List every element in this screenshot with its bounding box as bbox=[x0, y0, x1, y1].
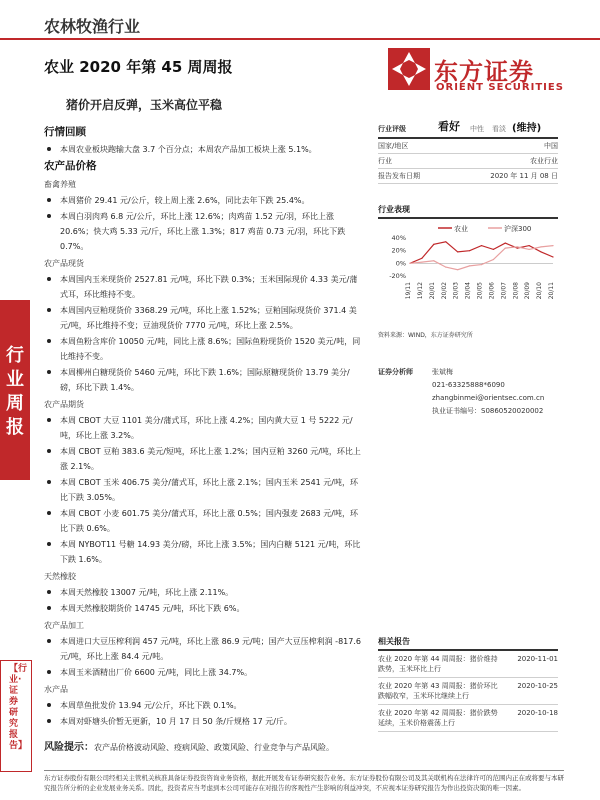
x-tick-label: 20/09 bbox=[524, 282, 532, 300]
related-report-item[interactable] bbox=[378, 651, 558, 678]
related-report-text[interactable]: 农业 2020 年第 44 周周报：猪价维持跌势，玉米环比上行 bbox=[378, 655, 498, 673]
data-point bbox=[529, 249, 530, 250]
x-tick-label: 20/06 bbox=[488, 282, 496, 300]
analyst-email: zhangbinmei@orientsec.com.cn bbox=[432, 394, 545, 402]
x-tick-label: 19/11 bbox=[405, 282, 412, 300]
rating-row bbox=[378, 169, 558, 184]
data-point bbox=[517, 248, 518, 249]
x-tick-label: 20/02 bbox=[440, 282, 448, 300]
rating-row-key: 国家/地区 bbox=[378, 142, 409, 150]
chart-source: 资料来源：WIND，东方证券研究所 bbox=[378, 332, 473, 339]
data-point bbox=[421, 258, 422, 259]
data-point bbox=[445, 241, 446, 242]
x-tick-label: 20/11 bbox=[548, 282, 555, 300]
logo-text-en: ORIENT SECURITIES bbox=[436, 82, 564, 93]
data-point bbox=[457, 251, 458, 252]
bullet-item: 本周 NYBOT11 号糖 14.93 美分/磅，环比上涨 3.5%；国内白糖 5121 元/吨，环比下跌 1.6%。 bbox=[44, 537, 364, 567]
logo-text-cn: 东方证券 bbox=[434, 58, 534, 86]
data-point bbox=[409, 263, 410, 264]
x-tick-label: 20/03 bbox=[452, 282, 460, 300]
sector-label: 农林牧渔行业 bbox=[44, 17, 141, 36]
report-subtitle: 猪价开启反弹，玉米高位平稳 bbox=[66, 98, 223, 112]
related-report-item[interactable] bbox=[378, 705, 558, 732]
data-point bbox=[469, 265, 470, 266]
legend-label: 农业 bbox=[454, 225, 468, 233]
data-point bbox=[505, 242, 506, 243]
bullet-item: 本周白羽肉鸡 6.8 元/公斤，环比上涨 12.6%；肉鸡苗 1.52 元/羽，环比上涨 20.6%；快大鸡 5.33 元/斤，环比上涨 1.3%；817 鸡苗 0.73 元/羽，环比下跌 0.7%。 bbox=[44, 209, 364, 254]
data-point bbox=[481, 264, 482, 265]
rating-rows bbox=[378, 139, 558, 184]
bullet-item: 本周 CBOT 小麦 601.75 美分/蒲式耳，环比上涨 0.5%；国内强麦 2683 元/吨，环比下跌 0.6%。 bbox=[44, 506, 364, 536]
rating-row bbox=[378, 139, 558, 154]
group-title: 水产品 bbox=[44, 685, 68, 694]
x-tick-label: 20/01 bbox=[428, 282, 436, 300]
related-report-text[interactable]: 农业 2020 年第 42 周周报：猪价跌势延续，玉米价格震荡上行 bbox=[378, 709, 498, 727]
company-logo-icon bbox=[388, 48, 430, 90]
group-title: 畜禽养殖 bbox=[44, 180, 76, 189]
data-point bbox=[552, 245, 553, 246]
analyst-phone: 021-63325888*6090 bbox=[432, 381, 505, 389]
risk-text: 农产品价格波动风险、疫病风险、政策风险、行业竞争与产品风险。 bbox=[94, 743, 334, 752]
disclaimer-footer: 东方证券股份有限公司经相关主管机关核准具备证券投资咨询业务资格，据此开展发布证券研究报告业务。东方证券股份有限公司及其关联机构在法律许可的范围内正在或将要与本研究报告所分析的企业发展业务关系。因此，投资者应当考虑到本公司可能存在对报告的客观性产生影响的利益冲突，不应视本证券研究报告为作出投资决策的唯一因素。 bbox=[44, 770, 564, 793]
bullet-item: 本周农业板块跑输大盘 3.7 个百分点；本周农产品加工板块上涨 5.1%。 bbox=[44, 142, 364, 157]
related-report-text[interactable]: 农业 2020 年第 43 周周报：猪价环比跌幅收窄，玉米环比继续上行 bbox=[378, 682, 498, 700]
data-point bbox=[540, 246, 541, 247]
group-title: 天然橡胶 bbox=[44, 572, 76, 581]
header-rule bbox=[0, 38, 600, 40]
rating-row-value: 2020 年 11 月 08 日 bbox=[490, 172, 558, 180]
rating-status: (维持) bbox=[512, 123, 542, 134]
rating-row-key: 报告发布日期 bbox=[378, 172, 420, 180]
related-list bbox=[378, 651, 558, 732]
bullet-item: 本周 CBOT 玉米 406.75 美分/蒲式耳，环比上涨 2.1%；国内玉米 2541 元/吨，环比下跌 3.05%。 bbox=[44, 475, 364, 505]
rating-scale-negative: 看淡 bbox=[492, 125, 506, 133]
bullet-item: 本周天然橡胶期货价 14745 元/吨，环比下跌 6%。 bbox=[44, 601, 364, 616]
rating-label: 行业评级 bbox=[378, 125, 406, 133]
x-tick-label: 20/05 bbox=[476, 282, 484, 300]
rating-row-key: 行业 bbox=[378, 157, 392, 165]
group-title: 农产品加工 bbox=[44, 621, 84, 630]
related-report-date: 2020-11-01 bbox=[517, 655, 558, 663]
data-point bbox=[505, 248, 506, 249]
analyst-cert: 执业证书编号：S0860520020002 bbox=[432, 407, 544, 415]
data-point bbox=[445, 267, 446, 268]
analyst-block bbox=[378, 366, 558, 418]
bullet-item: 本周 CBOT 大豆 1101 美分/蒲式耳，环比上涨 4.2%；国内黄大豆 1 号 5222 元/吨，环比上涨 3.2%。 bbox=[44, 413, 364, 443]
data-point bbox=[421, 261, 422, 262]
group-title: 农产品期货 bbox=[44, 400, 84, 409]
main-content bbox=[44, 124, 364, 730]
x-tick-label: 19/12 bbox=[416, 282, 424, 300]
y-tick-label: 20% bbox=[391, 246, 406, 255]
bullet-item: 本周天然橡胶 13007 元/吨，环比上涨 2.11%。 bbox=[44, 585, 364, 600]
bullet-item: 本周国内豆粕现货价 3368.29 元/吨，环比上涨 1.52%；豆粕国际现货价 371.4 美元/吨，环比维持不变；豆油现货价 7770 元/吨，环比上涨 2.5%。 bbox=[44, 303, 364, 333]
bullet-item: 本周鱼粉含库价 10050 元/吨，同比上涨 8.6%；国际鱼粉现货价 1520 美元/吨，同比维持不变。 bbox=[44, 334, 364, 364]
rating-row-value: 农业行业 bbox=[530, 157, 558, 165]
data-point bbox=[457, 269, 458, 270]
related-report-date: 2020-10-25 bbox=[517, 682, 558, 690]
bullet-item: 本周玉米酒精出厂价 6600 元/吨，同比上涨 34.7%。 bbox=[44, 665, 364, 680]
related-reports bbox=[378, 636, 558, 732]
performance-section bbox=[378, 204, 558, 219]
series-line-1 bbox=[410, 246, 553, 270]
review-title: 行情回顾 bbox=[44, 126, 86, 138]
bullet-item: 本周对虾塘头价暂无更新，10 月 17 日 50 条/斤规格 17 元/斤。 bbox=[44, 714, 364, 729]
rating-row-value: 中国 bbox=[544, 142, 558, 150]
group-title: 农产品现货 bbox=[44, 259, 84, 268]
data-point bbox=[433, 260, 434, 261]
rating-value: 看好 bbox=[438, 120, 460, 133]
y-tick-label: 40% bbox=[391, 234, 406, 242]
data-point bbox=[433, 244, 434, 245]
x-tick-label: 20/07 bbox=[500, 282, 508, 300]
analyst-name: 张斌梅 bbox=[432, 368, 453, 376]
sidebar-label: 行业周报 bbox=[6, 345, 24, 438]
bullet-item: 本周猪价 29.41 元/公斤，较上周上涨 2.6%，同比去年下跌 25.4%。 bbox=[44, 193, 364, 208]
performance-title: 行业表现 bbox=[378, 204, 558, 219]
y-tick-label: -20% bbox=[389, 272, 406, 280]
x-tick-label: 20/04 bbox=[464, 282, 472, 300]
data-point bbox=[469, 250, 470, 251]
related-report-date: 2020-10-18 bbox=[517, 709, 558, 717]
sidebar-sub-label: 【行业·证券研究报告】 bbox=[9, 664, 28, 751]
data-point bbox=[493, 259, 494, 260]
data-point bbox=[517, 246, 518, 247]
legend-label: 沪深300 bbox=[504, 225, 532, 233]
performance-chart bbox=[378, 220, 558, 320]
risk-note bbox=[44, 738, 334, 753]
rating-scale-neutral: 中性 bbox=[470, 125, 484, 133]
report-title: 农业 2020 年第 45 周周报 bbox=[44, 58, 233, 76]
rating-panel bbox=[378, 118, 558, 184]
data-point bbox=[552, 256, 553, 257]
data-point bbox=[540, 251, 541, 252]
x-tick-label: 20/10 bbox=[536, 282, 544, 300]
bullet-item: 本周 CBOT 豆粕 383.6 美元/短吨，环比上涨 1.2%；国内豆粕 3260 元/吨，环比上涨 2.1%。 bbox=[44, 444, 364, 474]
bullet-item: 本周柳州白糖现货价 5460 元/吨，环比下跌 1.6%；国际原糖现货价 13.79 美分/磅，环比下跌 1.4%。 bbox=[44, 365, 364, 395]
bullet-item: 本周国内玉米现货价 2527.81 元/吨，环比下跌 0.3%；玉米国际现价 4.33 美元/蒲式耳，环比维持不变。 bbox=[44, 272, 364, 302]
data-point bbox=[529, 245, 530, 246]
data-point bbox=[493, 249, 494, 250]
risk-label: 风险提示： bbox=[44, 742, 94, 753]
review-list bbox=[44, 142, 364, 157]
y-tick-label: 0% bbox=[395, 259, 406, 268]
bullet-item: 本周草鱼批发价 13.94 元/公斤，环比下跌 0.1%。 bbox=[44, 698, 364, 713]
bullet-item: 本周进口大豆压榨利润 457 元/吨，环比上涨 86.9 元/吨；国产大豆压榨利润 -817.6 元/吨，环比上涨 84.4 元/吨。 bbox=[44, 634, 364, 664]
data-point bbox=[481, 245, 482, 246]
related-report-item[interactable] bbox=[378, 678, 558, 705]
rating-row bbox=[378, 154, 558, 169]
x-tick-label: 20/08 bbox=[512, 282, 520, 300]
price-groups bbox=[44, 177, 364, 729]
related-title: 相关报告 bbox=[378, 636, 558, 651]
analyst-label: 证券分析师 bbox=[378, 368, 413, 376]
prices-title: 农产品价格 bbox=[44, 160, 97, 172]
